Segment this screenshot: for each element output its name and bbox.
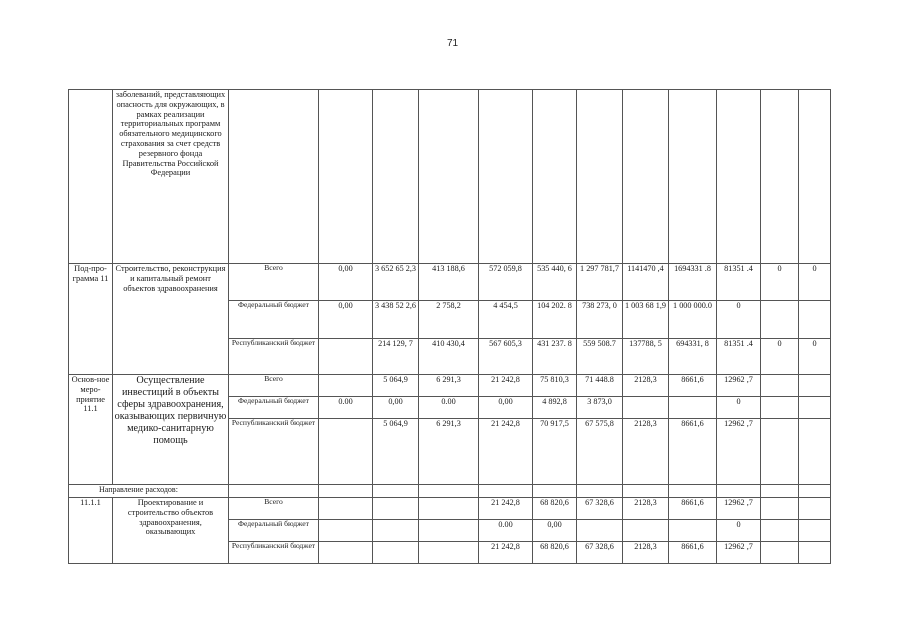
source-cell: Всего (229, 264, 319, 301)
value-cell (319, 498, 373, 520)
value-cell: 3 873,0 (577, 397, 623, 419)
value-cell (761, 301, 799, 339)
value-cell: 21 242,8 (479, 498, 533, 520)
value-cell: 413 188,6 (419, 264, 479, 301)
table-row (69, 264, 831, 301)
source-cell: Республиканский бюджет (229, 542, 319, 564)
value-cell (623, 397, 669, 419)
source-cell: Всего (229, 498, 319, 520)
value-cell: 8661,6 (669, 375, 717, 397)
value-cell (669, 397, 717, 419)
value-cell: 1694331 .8 (669, 264, 717, 301)
code-cell: Основ-ное меро-приятие 11.1 (69, 375, 113, 485)
name-cell: Строительство, реконструкция и капитальный ремонт объектов здравоохранения (113, 264, 229, 375)
value-cell: 2128,3 (623, 498, 669, 520)
value-cell: 410 430,4 (419, 339, 479, 375)
value-cell: 0 (717, 520, 761, 542)
value-cell: 0 (799, 339, 831, 375)
value-cell (799, 375, 831, 397)
value-cell (799, 498, 831, 520)
value-cell: 0.00 (419, 397, 479, 419)
value-cell: 535 440, 6 (533, 264, 577, 301)
table-row (69, 498, 831, 520)
value-cell: 0.00 (479, 520, 533, 542)
value-cell: 0,00 (479, 397, 533, 419)
value-cell: 68 820,6 (533, 498, 577, 520)
value-cell: 1 000 000.0 (669, 301, 717, 339)
value-cell: 4 892,8 (533, 397, 577, 419)
value-cell (799, 397, 831, 419)
value-cell (799, 301, 831, 339)
code-cell (69, 90, 113, 264)
value-cell: 12962 ,7 (717, 375, 761, 397)
source-cell: Республиканский бюджет (229, 339, 319, 375)
value-cell: 70 917,5 (533, 419, 577, 485)
value-cell: 1 003 68 1,9 (623, 301, 669, 339)
value-cell: 2128,3 (623, 419, 669, 485)
value-cell: 1 297 781,7 (577, 264, 623, 301)
table-row (69, 485, 831, 498)
value-cell: 104 202. 8 (533, 301, 577, 339)
value-cell: 81351 .4 (717, 339, 761, 375)
value-cell (319, 375, 373, 397)
value-cell: 67 575,8 (577, 419, 623, 485)
value-cell: 21 242,8 (479, 375, 533, 397)
value-cell (623, 520, 669, 542)
name-cell: Осуществление инвестиций в объекты сферы здравоохранения, оказывающих первичную медико-санитарную помощь (113, 375, 229, 485)
source-cell: Федеральный бюджет (229, 301, 319, 339)
value-cell: 3 652 65 2,3 (373, 264, 419, 301)
value-cell: 2128,3 (623, 375, 669, 397)
value-cell: 12962 ,7 (717, 542, 761, 564)
value-cell (373, 498, 419, 520)
value-cell: 2128,3 (623, 542, 669, 564)
value-cell (419, 542, 479, 564)
value-cell: 67 328,6 (577, 542, 623, 564)
value-cell: 4 454,5 (479, 301, 533, 339)
value-cell: 0,00 (533, 520, 577, 542)
value-cell (373, 520, 419, 542)
value-cell: 137788, 5 (623, 339, 669, 375)
value-cell (799, 419, 831, 485)
value-cell (761, 397, 799, 419)
value-cell: 81351 .4 (717, 264, 761, 301)
value-cell: 694331, 8 (669, 339, 717, 375)
value-cell: 738 273, 0 (577, 301, 623, 339)
value-cell (319, 419, 373, 485)
value-cell: 0.00 (319, 397, 373, 419)
value-cell: 8661,6 (669, 542, 717, 564)
name-cell: Проектирование и строительство объектов здравоохранения, оказывающих (113, 498, 229, 564)
value-cell: 5 064,9 (373, 375, 419, 397)
value-cell: 8661,6 (669, 419, 717, 485)
value-cell: 0,00 (319, 301, 373, 339)
value-cell: 0,00 (319, 264, 373, 301)
value-cell: 0 (717, 397, 761, 419)
value-cell: 431 237. 8 (533, 339, 577, 375)
value-cell: 567 605,3 (479, 339, 533, 375)
value-cell: 12962 ,7 (717, 498, 761, 520)
value-cell (419, 498, 479, 520)
value-cell (319, 520, 373, 542)
value-cell: 0 (761, 339, 799, 375)
value-cell: 67 328,6 (577, 498, 623, 520)
value-cell: 68 820,6 (533, 542, 577, 564)
source-cell: Федеральный бюджет (229, 397, 319, 419)
value-cell (577, 520, 623, 542)
value-cell: 1141470 ,4 (623, 264, 669, 301)
value-cell: 2 758,2 (419, 301, 479, 339)
value-cell: 75 810,3 (533, 375, 577, 397)
value-cell (761, 498, 799, 520)
code-cell: 11.1.1 (69, 498, 113, 564)
value-cell (419, 520, 479, 542)
code-cell: Под-про-грамма 11 (69, 264, 113, 375)
value-cell: 0,00 (373, 397, 419, 419)
name-cell: заболеваний, представляющих опасность для окружающих, в рамках реализации территориальных программ обязательного медицинского страхования за счет средств резервного фонда Правительства Российской Федерации (113, 90, 229, 264)
value-cell: 0 (761, 264, 799, 301)
budget-table (68, 89, 831, 564)
value-cell: 3 438 52 2,6 (373, 301, 419, 339)
value-cell: 572 059,8 (479, 264, 533, 301)
value-cell: 21 242,8 (479, 542, 533, 564)
source-cell: Всего (229, 375, 319, 397)
value-cell (761, 520, 799, 542)
value-cell: 21 242,8 (479, 419, 533, 485)
value-cell (319, 339, 373, 375)
table-row (69, 90, 831, 264)
value-cell: 8661,6 (669, 498, 717, 520)
direction-label: Направление расходов: (69, 485, 229, 498)
value-cell: 0 (717, 301, 761, 339)
source-cell: Федеральный бюджет (229, 520, 319, 542)
value-cell: 6 291,3 (419, 419, 479, 485)
value-cell (319, 542, 373, 564)
value-cell: 6 291,3 (419, 375, 479, 397)
value-cell (761, 419, 799, 485)
value-cell: 559 508.7 (577, 339, 623, 375)
value-cell: 12962 ,7 (717, 419, 761, 485)
value-cell (799, 542, 831, 564)
value-cell: 5 064,9 (373, 419, 419, 485)
value-cell (669, 520, 717, 542)
value-cell: 214 129, 7 (373, 339, 419, 375)
source-cell: Республиканский бюджет (229, 419, 319, 485)
value-cell (799, 520, 831, 542)
value-cell (761, 375, 799, 397)
value-cell (373, 542, 419, 564)
value-cell (761, 542, 799, 564)
table-row (69, 375, 831, 397)
value-cell: 0 (799, 264, 831, 301)
page-number: 71 (446, 38, 459, 49)
value-cell: 71 448.8 (577, 375, 623, 397)
